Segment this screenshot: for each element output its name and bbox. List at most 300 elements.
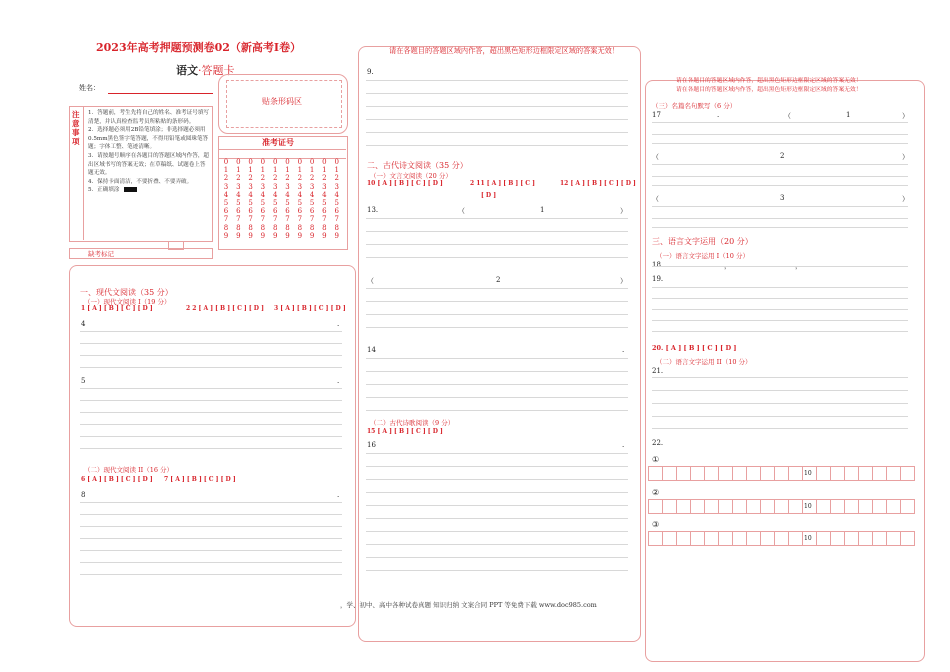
exam-digit-bubble[interactable]: 8 — [309, 223, 315, 232]
notice-item-4: 4．保持卡面清洁，不要折叠、不要弄破。 — [88, 178, 193, 185]
exam-digit-bubble[interactable]: 9 — [334, 231, 339, 240]
section2-sub2: （二）古代诗歌阅读（9 分） — [370, 419, 455, 427]
char-box[interactable] — [830, 531, 845, 546]
name-field[interactable] — [108, 93, 213, 94]
exam-digit-bubble[interactable]: 1 — [248, 166, 253, 175]
grid2-count: 10 — [804, 503, 812, 510]
answer-line[interactable] — [652, 176, 908, 177]
q21-label: 21. — [652, 367, 664, 375]
answer-line[interactable] — [652, 266, 908, 267]
circle-2: ② — [652, 488, 660, 497]
q11-options-d[interactable]: [ D ] — [481, 192, 497, 199]
col3-warning-1: 请在各题目的答题区域内作答，超出黑色矩形边框限定区域的答案无效！ — [676, 78, 862, 84]
q15-options[interactable]: 15 [ A ] [ B ] [ C ] [ D ] — [367, 428, 443, 435]
exam-digit-bubble[interactable]: 0 — [260, 158, 266, 166]
exam-digit-bubble[interactable]: 6 — [309, 207, 315, 216]
q2-options[interactable]: 2 2 [ A ] [ B ] [ C ] [ D ] — [186, 305, 264, 312]
notice-item-5-text: 5．正确填涂 — [88, 187, 120, 194]
char-box[interactable] — [690, 466, 705, 481]
answer-line[interactable] — [80, 400, 342, 401]
q14-label: 14 — [367, 346, 376, 354]
exam-digit-bubble[interactable]: 2 — [272, 174, 278, 183]
exam-digit-bubble[interactable]: 1 — [309, 166, 315, 175]
q17-paren-close-3: ） — [902, 195, 909, 203]
char-box[interactable] — [816, 466, 831, 481]
answer-line[interactable] — [652, 206, 908, 207]
exam-digit-bubble[interactable]: 4 — [322, 190, 327, 199]
exam-digit-bubble[interactable]: 7 — [309, 215, 315, 224]
exam-digit-column[interactable] — [308, 158, 316, 240]
answer-line[interactable] — [652, 390, 908, 391]
exam-digit-bubble[interactable]: 3 — [297, 182, 303, 191]
exam-digit-bubble[interactable]: 7 — [322, 215, 327, 224]
char-box[interactable] — [746, 499, 761, 514]
char-box[interactable] — [718, 531, 733, 546]
q17-paren-close-2: ） — [902, 153, 909, 161]
exam-digit-bubble[interactable]: 8 — [272, 223, 278, 232]
answer-line[interactable] — [366, 466, 628, 467]
char-box[interactable] — [760, 531, 775, 546]
exam-digit-bubble[interactable]: 5 — [248, 199, 253, 208]
char-box[interactable] — [900, 466, 915, 481]
exam-digit-bubble[interactable]: 0 — [285, 158, 290, 166]
notice-item-1: 1．答题前，考生先将自己的姓名、准考证号填写清楚，并认真检查监考员所粘贴的条形码。 — [88, 110, 210, 125]
exam-digit-bubble[interactable]: 9 — [322, 231, 327, 240]
char-box[interactable] — [774, 499, 789, 514]
exam-digit-bubble[interactable]: 3 — [272, 182, 278, 191]
q17-paren-open-1: （ — [784, 112, 791, 120]
answer-line[interactable] — [80, 355, 342, 356]
answer-line[interactable] — [80, 412, 342, 413]
q18-comma-2: ， — [795, 262, 802, 270]
exam-digit-bubble[interactable]: 7 — [236, 215, 241, 224]
char-box[interactable] — [732, 466, 747, 481]
exam-digit-bubble[interactable]: 5 — [223, 199, 229, 208]
answer-line[interactable] — [80, 514, 342, 515]
exam-digit-bubble[interactable]: 1 — [260, 166, 266, 175]
exam-digit-bubble[interactable]: 4 — [285, 190, 290, 199]
exam-digit-bubble[interactable]: 4 — [297, 190, 303, 199]
char-box[interactable] — [802, 531, 817, 546]
section1-sub2: （二）现代文阅读 II（16 分） — [84, 466, 174, 474]
exam-digit-bubble[interactable]: 6 — [272, 207, 278, 216]
answer-line[interactable] — [366, 479, 628, 480]
q1-options[interactable]: 1 [ A ] [ B ] [ C ] [ D ] — [81, 305, 153, 312]
char-box[interactable] — [732, 499, 747, 514]
exam-digit-bubble[interactable]: 5 — [272, 199, 278, 208]
answer-line[interactable] — [366, 505, 628, 506]
char-box[interactable] — [788, 531, 803, 546]
exam-digit-bubble[interactable]: 6 — [223, 207, 229, 216]
exam-digit-column[interactable] — [247, 158, 255, 240]
answer-line[interactable] — [652, 287, 908, 288]
q18-label: 18. — [652, 261, 664, 269]
answer-line[interactable] — [366, 397, 628, 398]
q19-label: 19. — [652, 275, 664, 283]
answer-line[interactable] — [80, 538, 342, 539]
q4-dot: . — [337, 320, 340, 328]
exam-digit-column[interactable] — [296, 158, 304, 240]
answer-line[interactable] — [652, 185, 908, 186]
exam-digit-bubble[interactable]: 7 — [223, 215, 229, 224]
exam-digit-column[interactable] — [333, 158, 341, 240]
exam-digit-column[interactable] — [234, 158, 242, 240]
answer-line[interactable] — [80, 331, 342, 332]
char-box[interactable] — [788, 466, 803, 481]
section3-sub3: （三）名篇名句默写（6 分） — [652, 102, 737, 110]
char-box[interactable] — [690, 499, 705, 514]
exam-digit-bubble[interactable]: 7 — [248, 215, 253, 224]
answer-line[interactable] — [80, 388, 342, 389]
exam-digit-bubble[interactable]: 0 — [248, 158, 253, 166]
answer-line[interactable] — [80, 526, 342, 527]
exam-digit-column[interactable] — [320, 158, 328, 240]
char-box[interactable] — [704, 466, 719, 481]
char-box[interactable] — [802, 466, 817, 481]
char-box[interactable] — [690, 531, 705, 546]
exam-digit-bubble[interactable]: 0 — [334, 158, 339, 166]
exam-digit-bubble[interactable]: 1 — [334, 166, 339, 175]
char-box[interactable] — [648, 499, 663, 514]
notice-list — [88, 109, 210, 195]
classical-panel — [358, 46, 641, 642]
answer-line[interactable] — [366, 384, 628, 385]
exam-digit-bubble[interactable]: 0 — [236, 158, 241, 166]
answer-line[interactable] — [652, 320, 908, 321]
exam-digit-bubble[interactable]: 6 — [334, 207, 339, 216]
answer-line[interactable] — [80, 574, 342, 575]
q6-options[interactable]: 6 [ A ] [ B ] [ C ] [ D ] — [81, 476, 153, 483]
char-box[interactable] — [718, 466, 733, 481]
exam-digit-bubble[interactable]: 4 — [272, 190, 278, 199]
exam-digit-bubble[interactable]: 4 — [223, 190, 229, 199]
char-box[interactable] — [760, 499, 775, 514]
exam-digit-bubble[interactable]: 3 — [248, 182, 253, 191]
char-box[interactable] — [648, 531, 663, 546]
exam-digit-bubble[interactable]: 4 — [260, 190, 266, 199]
exam-digit-bubble[interactable]: 2 — [322, 174, 327, 183]
answer-line[interactable] — [652, 143, 908, 144]
char-grid-row[interactable] — [649, 466, 915, 481]
exam-digit-bubble[interactable]: 4 — [236, 190, 241, 199]
q17-num-1: 1 — [846, 111, 851, 119]
exam-digit-bubble[interactable]: 3 — [260, 182, 266, 191]
exam-digit-bubble[interactable]: 0 — [272, 158, 278, 166]
char-box[interactable] — [746, 466, 761, 481]
q17-paren-open-3: （ — [652, 195, 659, 203]
q13-num-1: 1 — [540, 206, 545, 214]
exam-digit-bubble[interactable]: 5 — [285, 199, 290, 208]
q9-label: 9. — [367, 68, 374, 76]
char-box[interactable] — [802, 499, 817, 514]
char-box[interactable] — [662, 531, 677, 546]
char-box[interactable] — [788, 499, 803, 514]
exam-digit-bubble[interactable]: 5 — [236, 199, 241, 208]
exam-digit-bubble[interactable]: 3 — [285, 182, 290, 191]
answer-line[interactable] — [80, 550, 342, 551]
exam-digit-bubble[interactable]: 5 — [260, 199, 266, 208]
char-box[interactable] — [886, 499, 901, 514]
exam-digit-bubble[interactable]: 3 — [236, 182, 241, 191]
exam-digit-column[interactable] — [222, 158, 230, 240]
q17-paren-open-2: （ — [652, 153, 659, 161]
section3-subB: （二）语言文字运用 II（10 分） — [656, 358, 752, 366]
filled-bubble-sample — [124, 187, 137, 192]
answer-line[interactable] — [652, 331, 908, 332]
exam-digit-bubble[interactable]: 9 — [236, 231, 241, 240]
subtitle-subject: 语文 — [176, 64, 198, 77]
answer-line[interactable] — [366, 371, 628, 372]
exam-digit-bubble[interactable]: 9 — [285, 231, 290, 240]
q10-options[interactable]: 10 [ A ] [ B ] [ C ] [ D ] — [367, 180, 443, 187]
exam-digit-bubble[interactable]: 2 — [248, 174, 253, 183]
q16-dot: . — [622, 441, 625, 449]
answer-line[interactable] — [80, 562, 342, 563]
q5-dot: . — [337, 377, 340, 385]
answer-line[interactable] — [366, 132, 628, 133]
answer-line[interactable] — [366, 80, 628, 81]
answer-line[interactable] — [652, 134, 908, 135]
char-box[interactable] — [704, 499, 719, 514]
exam-digit-bubble[interactable]: 6 — [248, 207, 253, 216]
q17-dot: . — [717, 111, 720, 119]
answer-line[interactable] — [366, 93, 628, 94]
answer-line[interactable] — [80, 436, 342, 437]
exam-digit-bubble[interactable]: 5 — [309, 199, 315, 208]
answer-line[interactable] — [652, 428, 908, 429]
q13-paren-open-1: （ — [458, 207, 465, 215]
q11-options[interactable]: 2 11 [ A ] [ B ] [ C ] — [470, 180, 535, 187]
exam-digit-bubble[interactable]: 3 — [309, 182, 315, 191]
circle-3: ③ — [652, 520, 660, 529]
grid3-count: 10 — [804, 535, 812, 542]
char-box[interactable] — [774, 531, 789, 546]
char-box[interactable] — [844, 531, 859, 546]
col3-warning-2: 请在各题目的答题区域内作答，超出黑色矩形边框限定区域的答案无效！ — [676, 87, 862, 93]
answer-line[interactable] — [366, 327, 628, 328]
exam-digit-bubble[interactable]: 9 — [260, 231, 266, 240]
exam-digit-bubble[interactable]: 6 — [260, 207, 266, 216]
char-box[interactable] — [718, 499, 733, 514]
q14-dot: . — [622, 346, 625, 354]
answer-line[interactable] — [366, 358, 628, 359]
answer-line[interactable] — [652, 298, 908, 299]
exam-digit-bubble[interactable]: 8 — [297, 223, 303, 232]
exam-digit-bubble[interactable]: 7 — [260, 215, 266, 224]
exam-digit-bubble[interactable]: 6 — [236, 207, 241, 216]
absent-checkbox[interactable] — [168, 241, 184, 250]
char-box[interactable] — [732, 531, 747, 546]
answer-line[interactable] — [366, 244, 628, 245]
char-box[interactable] — [816, 499, 831, 514]
answer-line[interactable] — [366, 257, 628, 258]
char-box[interactable] — [676, 531, 691, 546]
char-box[interactable] — [704, 531, 719, 546]
answer-line[interactable] — [80, 343, 342, 344]
exam-digit-bubble[interactable]: 0 — [297, 158, 303, 166]
char-box[interactable] — [662, 499, 677, 514]
exam-digit-bubble[interactable]: 6 — [285, 207, 290, 216]
char-box[interactable] — [886, 531, 901, 546]
char-box[interactable] — [676, 499, 691, 514]
answer-line[interactable] — [366, 531, 628, 532]
exam-digit-bubble[interactable]: 7 — [285, 215, 290, 224]
answer-line[interactable] — [652, 227, 908, 228]
q3-options[interactable]: 3 [ A ] [ B ] [ C ] [ D ] — [274, 305, 346, 312]
exam-digit-bubble[interactable]: 7 — [334, 215, 339, 224]
exam-digit-bubble[interactable]: 1 — [236, 166, 241, 175]
answer-line[interactable] — [366, 145, 628, 146]
char-box[interactable] — [676, 466, 691, 481]
char-box[interactable] — [900, 499, 915, 514]
char-box[interactable] — [760, 466, 775, 481]
exam-digit-bubble[interactable]: 0 — [322, 158, 327, 166]
exam-digit-bubble[interactable]: 9 — [297, 231, 303, 240]
section2-title: 二、古代诗文阅读（35 分） — [367, 161, 468, 170]
exam-digit-bubble[interactable]: 5 — [334, 199, 339, 208]
exam-digit-bubble[interactable]: 7 — [297, 215, 303, 224]
answer-line[interactable] — [366, 570, 628, 571]
exam-digit-bubble[interactable]: 1 — [297, 166, 303, 175]
exam-digit-bubble[interactable]: 4 — [334, 190, 339, 199]
answer-line[interactable] — [366, 288, 628, 289]
exam-digit-bubble[interactable]: 8 — [260, 223, 266, 232]
exam-digit-bubble[interactable]: 0 — [223, 158, 229, 166]
exam-digit-bubble[interactable]: 3 — [223, 182, 229, 191]
exam-digit-bubble[interactable]: 1 — [272, 166, 278, 175]
exam-digit-bubble[interactable]: 1 — [223, 166, 229, 175]
exam-digit-bubble[interactable]: 8 — [248, 223, 253, 232]
char-box[interactable] — [830, 499, 845, 514]
q7-options[interactable]: 7 [ A ] [ B ] [ C ] [ D ] — [164, 476, 236, 483]
answer-line[interactable] — [366, 557, 628, 558]
answer-line[interactable] — [366, 301, 628, 302]
q4-label: 4 — [81, 320, 86, 328]
answer-line[interactable] — [652, 122, 908, 123]
char-box[interactable] — [872, 466, 887, 481]
q12-options[interactable]: 12 [ A ] [ B ] [ C ] [ D ] — [560, 180, 636, 187]
q22-label: 22. — [652, 439, 664, 447]
answer-line[interactable] — [366, 314, 628, 315]
exam-digit-bubble[interactable]: 1 — [322, 166, 327, 175]
exam-digit-column[interactable] — [284, 158, 292, 240]
char-box[interactable] — [886, 466, 901, 481]
exam-digit-bubble[interactable]: 1 — [285, 166, 290, 175]
exam-digit-bubble[interactable]: 2 — [285, 174, 290, 183]
exam-digit-bubble[interactable]: 6 — [297, 207, 303, 216]
char-box[interactable] — [844, 466, 859, 481]
exam-digit-bubble[interactable]: 3 — [322, 182, 327, 191]
answer-line[interactable] — [652, 416, 908, 417]
char-box[interactable] — [900, 531, 915, 546]
exam-digit-bubble[interactable]: 4 — [248, 190, 253, 199]
answer-line[interactable] — [80, 424, 342, 425]
answer-line[interactable] — [80, 448, 342, 449]
exam-digit-bubble[interactable]: 9 — [248, 231, 253, 240]
exam-digit-bubble[interactable]: 2 — [297, 174, 303, 183]
answer-line[interactable] — [366, 231, 628, 232]
answer-line[interactable] — [652, 377, 908, 378]
name-label: 姓名： — [79, 84, 100, 92]
q8-label: 8 — [81, 491, 86, 499]
exam-digit-bubble[interactable]: 2 — [309, 174, 315, 183]
char-box[interactable] — [858, 499, 873, 514]
answer-line[interactable] — [652, 164, 908, 165]
notice-item-5 — [88, 186, 210, 195]
q13-paren-close-1: ） — [620, 207, 627, 215]
exam-digit-bubble[interactable]: 8 — [285, 223, 290, 232]
char-box[interactable] — [858, 466, 873, 481]
exam-digit-bubble[interactable]: 8 — [334, 223, 339, 232]
exam-digit-bubble[interactable]: 9 — [272, 231, 278, 240]
subtitle-card: ·答题卡 — [198, 64, 235, 77]
exam-digit-bubble[interactable]: 2 — [236, 174, 241, 183]
char-grid-row[interactable] — [649, 531, 915, 546]
q17-paren-close-1: ） — [902, 112, 909, 120]
exam-digit-column[interactable] — [271, 158, 279, 240]
answer-line[interactable] — [652, 403, 908, 404]
exam-digit-bubble[interactable]: 2 — [260, 174, 266, 183]
char-grid-row[interactable] — [649, 499, 915, 514]
exam-digit-bubble[interactable]: 7 — [272, 215, 278, 224]
char-box[interactable] — [844, 499, 859, 514]
exam-digit-bubble[interactable]: 2 — [334, 174, 339, 183]
char-box[interactable] — [872, 531, 887, 546]
answer-line[interactable] — [366, 119, 628, 120]
answer-line[interactable] — [366, 492, 628, 493]
char-box[interactable] — [774, 466, 789, 481]
col2-warning: 请在各题目的答题区域内作答，超出黑色矩形边框限定区域的答案无效！ — [389, 46, 620, 55]
exam-digit-bubble[interactable]: 8 — [223, 223, 229, 232]
char-box[interactable] — [816, 531, 831, 546]
exam-digit-column[interactable] — [259, 158, 267, 240]
exam-digit-bubble[interactable]: 0 — [309, 158, 315, 166]
exam-digit-bubble[interactable]: 5 — [297, 199, 303, 208]
q16-label: 16 — [367, 441, 376, 449]
exam-digit-bubble[interactable]: 2 — [223, 174, 229, 183]
q20-options[interactable]: 20. [ A ] [ B ] [ C ] [ D ] — [652, 344, 737, 352]
answer-line[interactable] — [366, 218, 628, 219]
barcode-label: 贴条形码区 — [262, 97, 302, 106]
q13-num-2: 2 — [496, 276, 501, 284]
exam-digit-bubble[interactable]: 4 — [309, 190, 315, 199]
answer-line[interactable] — [652, 309, 908, 310]
char-box[interactable] — [662, 466, 677, 481]
answer-line[interactable] — [366, 106, 628, 107]
answer-line[interactable] — [80, 502, 342, 503]
grid1-count: 10 — [804, 470, 812, 477]
exam-digit-bubble[interactable]: 8 — [322, 223, 327, 232]
circle-1: ① — [652, 455, 660, 464]
exam-digit-bubble[interactable]: 9 — [309, 231, 315, 240]
exam-digit-bubble[interactable]: 5 — [322, 199, 327, 208]
answer-line[interactable] — [80, 367, 342, 368]
exam-digit-bubble[interactable]: 9 — [223, 231, 229, 240]
answer-line[interactable] — [366, 410, 628, 411]
char-box[interactable] — [858, 531, 873, 546]
answer-line[interactable] — [366, 518, 628, 519]
answer-line[interactable] — [366, 453, 628, 454]
char-box[interactable] — [648, 466, 663, 481]
char-box[interactable] — [830, 466, 845, 481]
exam-digit-bubble[interactable]: 6 — [322, 207, 327, 216]
char-box[interactable] — [872, 499, 887, 514]
exam-digit-bubble[interactable]: 3 — [334, 182, 339, 191]
answer-line[interactable] — [652, 218, 908, 219]
exam-digit-bubble[interactable]: 8 — [236, 223, 241, 232]
answer-line[interactable] — [366, 544, 628, 545]
char-box[interactable] — [746, 531, 761, 546]
